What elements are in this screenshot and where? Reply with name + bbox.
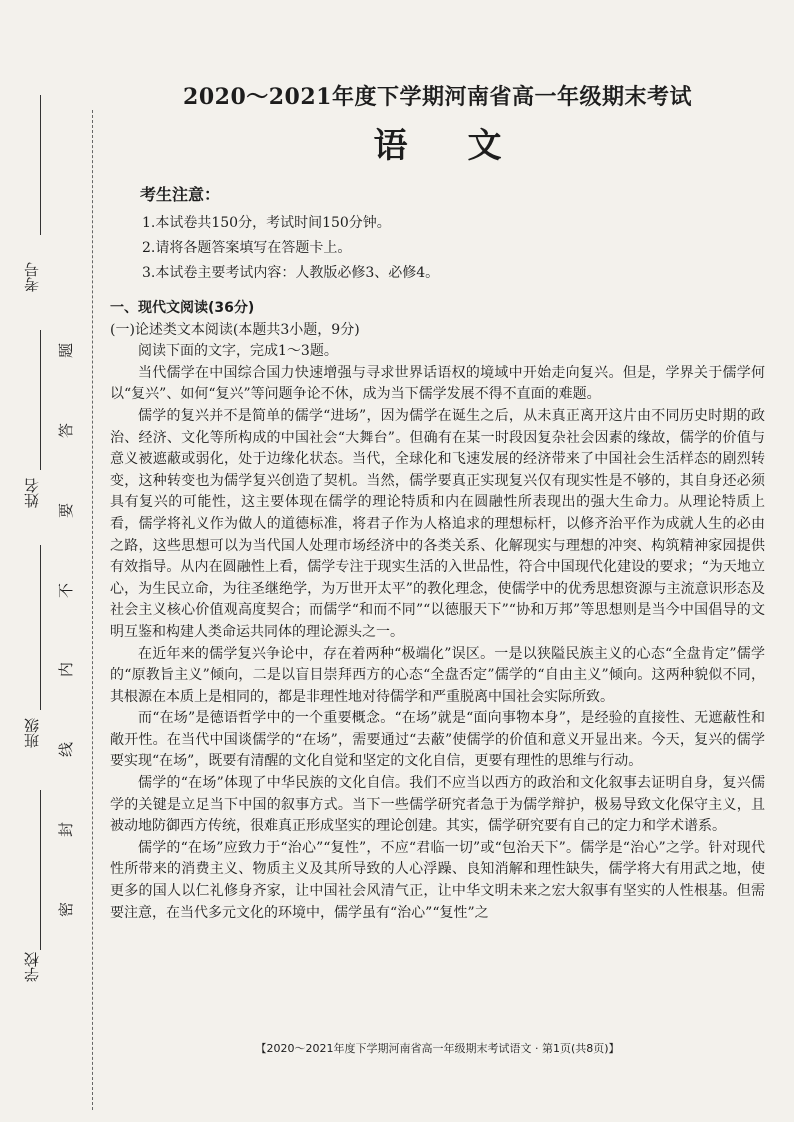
id-number-label: 考号 — [23, 262, 41, 292]
class-line — [40, 545, 41, 710]
section-heading: 一、现代文阅读(36分) — [110, 300, 255, 316]
name-label: 姓名 — [23, 478, 41, 508]
notice-heading: 考生注意： — [140, 185, 221, 204]
subsection-heading: (一)论述类文本阅读(本题共3小题，9分) — [110, 321, 360, 338]
seal-notice — [54, 340, 78, 920]
seal-char: 不 — [57, 582, 76, 598]
subject-title: 语文 — [373, 126, 562, 166]
seal-char: 要 — [57, 502, 76, 518]
school-line — [40, 790, 41, 950]
name-line — [40, 330, 41, 470]
seal-line — [92, 110, 93, 1110]
notice-item: 2.请将各题答案填写在答题卡上。 — [142, 240, 352, 256]
seal-char: 密 — [57, 901, 76, 917]
passage-paragraph: 当代儒学在中国综合国力快速增强与寻求世界话语权的境域中开始走向复兴。但是，学界关于儒学何以“复兴”、如何“复兴”等问题争论不休，成为当下儒学发展不得不直面的难题。 — [110, 364, 765, 403]
page-footer: 【2020～2021年度下学期河南省高一年级期末考试语文 · 第1页(共8页)】 — [255, 1042, 620, 1055]
seal-char: 答 — [57, 422, 76, 438]
seal-char: 内 — [57, 662, 76, 678]
seal-char: 题 — [57, 342, 76, 359]
school-label: 学校 — [23, 952, 41, 982]
passage-paragraph: 在近年来的儒学复兴争论中，存在着两种“极端化”误区。一是以狭隘民族主义的心态“全盘肯定”儒学的“原教旨主义”倾向，二是以盲目崇拜西方的心态“全盘否定”儒学的“自由主义”倾向。这两种貌似不同，其根源在本质上是相同的，都是非理性地对待儒学和严重脱离中国社会实际所致。 — [110, 645, 765, 705]
passage-paragraph: 儒学的“在场”体现了中华民族的文化自信。我们不应当以西方的政治和文化叙事去证明自身，复兴儒学的关键是立足当下中国的叙事方式。当下一些儒学研究者急于为儒学辩护，极易导致文化保守主义，且被动地防御西方传统，很难真正形成坚实的理论创建。其实，儒学研究要有自己的定力和学术谱系。 — [110, 775, 765, 835]
passage-paragraph: 儒学的“在场”应致力于“治心”“复性”，不应“君临一切”或“包治天下”。儒学是“治心”之学。针对现代性所带来的消费主义、物质主义及其所导致的人心浮躁、良知消解和理性缺失，儒学将大有用武之地，使更多的国人以仁礼修身齐家，让中国社会风清气正，让中华文明未来之宏大叙事有坚实的人性根基。但需要注意，在当代多元文化的环境中，儒学虽有“治心”“复性”之 — [110, 839, 765, 921]
class-label: 班级 — [23, 718, 41, 748]
seal-char: 线 — [57, 742, 76, 758]
binding-margin — [0, 0, 105, 1122]
candidate-notice — [140, 182, 760, 286]
notice-item: 3.本试卷主要考试内容：人教版必修3、必修4。 — [142, 265, 440, 281]
notice-item: 1.本试卷共150分，考试时间150分钟。 — [142, 215, 391, 231]
reading-section — [110, 298, 765, 924]
passage-paragraph: 而“在场”是德语哲学中的一个重要概念。“在场”就是“面向事物本身”，是经验的直接性、无遮蔽性和敞开性。在当代中国谈儒学的“在场”，需要通过“去蔽”使儒学的价值和意义开显出来。今天，复兴的儒学要实现“在场”，既要有清醒的文化自觉和坚定的文化自信，更要有理性的思维与行动。 — [110, 710, 765, 770]
exam-title: 2020～2021年度下学期河南省高一年级期末考试 — [183, 84, 692, 110]
passage-paragraph: 儒学的复兴并不是简单的儒学“进场”，因为儒学在诞生之后，从未真正离开这片由不同历史时期的政治、经济、文化等所构成的中国社会“大舞台”。但确有在某一时段因复杂社会因素的缘故，儒学的价值与意义被遮蔽或弱化，处于边缘化状态。当代，全球化和飞速发展的经济带来了中国社会生活样态的剧烈转变，这种转变也为儒学复兴创造了契机。当然，儒学要真正实现复兴仅有现实性是不够的，其自身还必须具有复兴的可能性，这主要体现在儒学的理论特质和内在圆融性所表现出的强大生命力。从理论特质上看，儒学将礼义作为做人的道德标准，将君子作为人格追求的理想标杆，以修齐治平作为成就人生的必由之路，这些思想可以为当代国人处理市场经济中的各类关系、化解现实与理想的冲突、构筑精神家园提供有效指导。从内在圆融性上看，儒学专注于现实生活的入世品性，符合中国现代化建设的要求；“为天地立心，为生民立命，为往圣继绝学，为万世开太平”的教化理念，使儒学中的优秀思想资源与主流意识形态及社会主义核心价值观高度契合；而儒学“和而不同”“以德服天下”“协和万邦”等思想则是当今中国倡导的文明互鉴和构建人类命运共同体的理论源头之一。 — [110, 407, 765, 640]
id-number-line — [40, 95, 41, 235]
seal-char: 封 — [57, 822, 76, 838]
instruction: 阅读下面的文字，完成1～3题。 — [138, 343, 338, 360]
